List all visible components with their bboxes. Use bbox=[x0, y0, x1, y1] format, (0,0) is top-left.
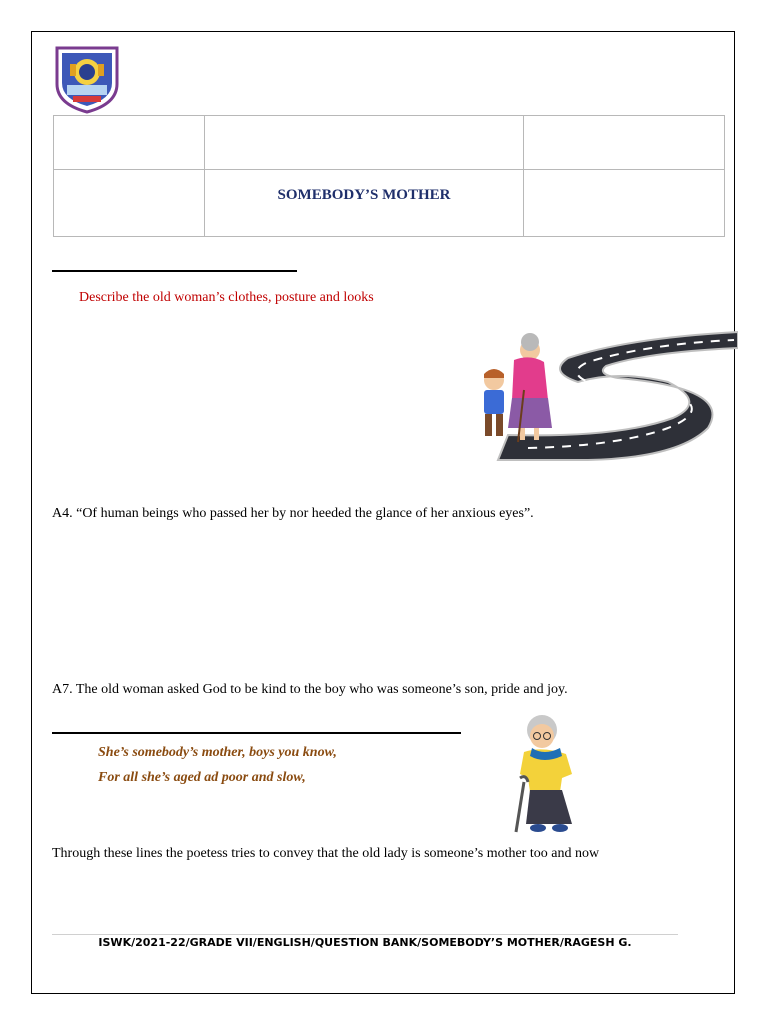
answer-line bbox=[52, 270, 297, 272]
page-title: SOMEBODY’S MOTHER bbox=[277, 187, 451, 203]
poem-line: For all she’s aged ad poor and slow, bbox=[98, 770, 306, 785]
header-cell bbox=[205, 116, 524, 170]
page-footer: ISWK/2021-22/GRADE VII/ENGLISH/QUESTION BANK/SOMEBODY’S MOTHER/RAGESH G. bbox=[98, 936, 632, 949]
header-cell bbox=[54, 116, 205, 170]
poem-line: She’s somebody’s mother, boys you know, bbox=[98, 745, 337, 760]
header-cell bbox=[524, 116, 725, 170]
question-prompt: Describe the old woman’s clothes, posture and looks bbox=[79, 290, 374, 305]
boy-helping-old-woman-on-road bbox=[468, 330, 738, 462]
old-woman-with-cane bbox=[510, 712, 590, 834]
question-a4: A4. “Of human beings who passed her by nor heeded the glance of her anxious eyes”. bbox=[52, 506, 534, 521]
header-table bbox=[53, 115, 725, 237]
footer-divider bbox=[52, 934, 678, 935]
question-a7: A7. The old woman asked God to be kind to the boy who was someone’s son, pride and joy. bbox=[52, 682, 568, 697]
school-crest-icon bbox=[53, 44, 121, 114]
conclusion-text: Through these lines the poetess tries to convey that the old lady is someone’s mother too and now bbox=[52, 846, 600, 861]
answer-line bbox=[52, 732, 461, 734]
header-cell bbox=[54, 170, 205, 237]
header-cell bbox=[524, 170, 725, 237]
title-cell bbox=[205, 170, 524, 237]
